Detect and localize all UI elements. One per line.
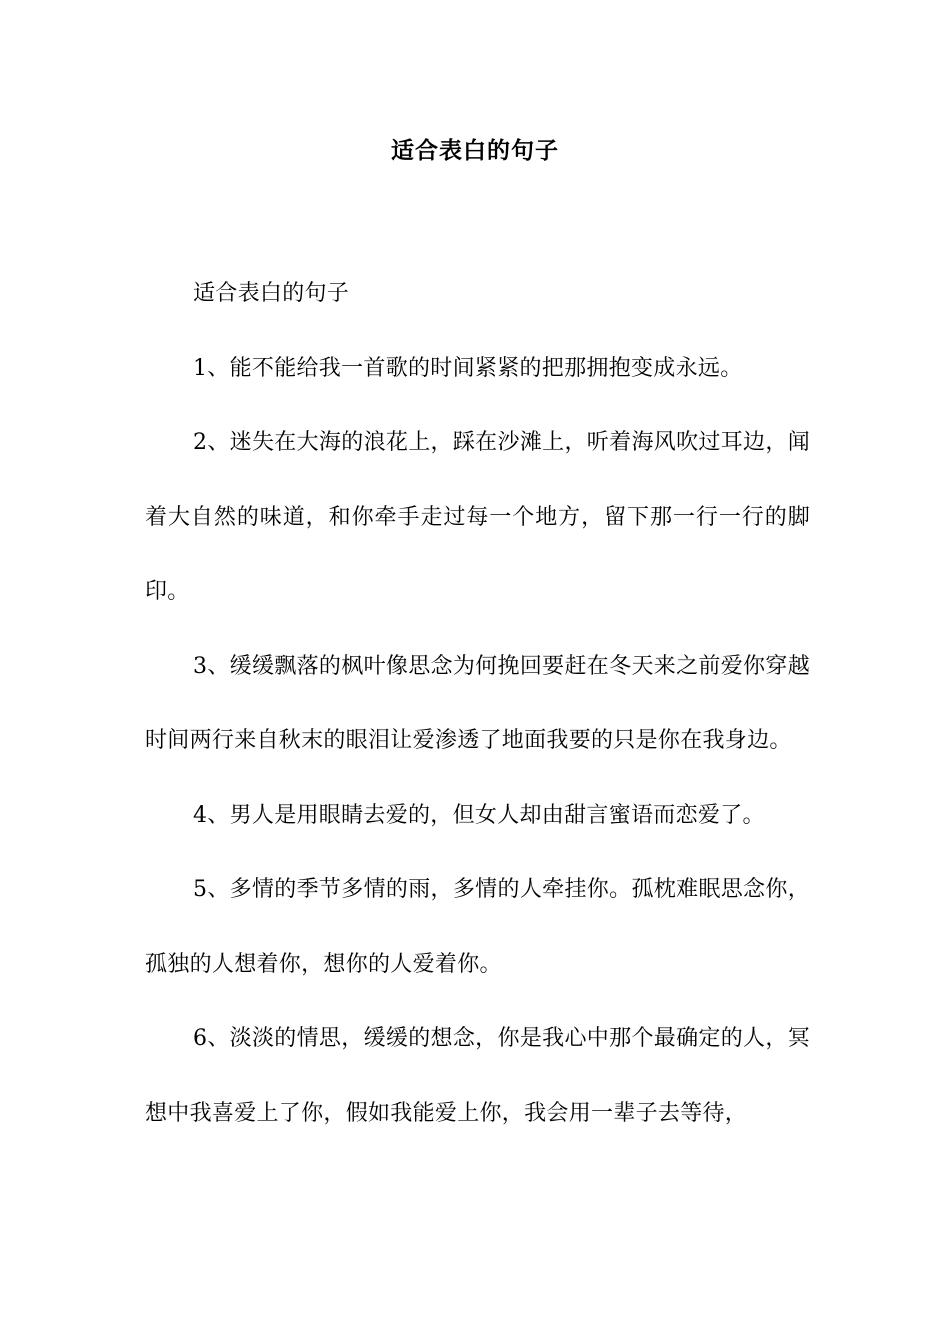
paragraph-item-5: 5、多情的季节多情的雨，多情的人牵挂你。孤枕难眠思念你，孤独的人想着你，想你的人爱着你。 (145, 877, 810, 977)
paragraph-heading: 适合表白的句子 (193, 281, 350, 306)
paragraph-item-4: 4、男人是用眼睛去爱的，但女人却由甜言蜜语而恋爱了。 (193, 802, 765, 828)
document-title: 适合表白的句子 (391, 137, 559, 164)
paragraph-item-1: 1、能不能给我一首歌的时间紧紧的把那拥抱变成永远。 (193, 355, 743, 381)
document-body (145, 257, 810, 1151)
paragraph-item-6: 6、淡淡的情思，缓缓的想念，你是我心中那个最确定的人，冥想中我喜爱上了你，假如我能爱上你，我会用一辈子去等待， (145, 1026, 810, 1126)
paragraph-item-3: 3、缓缓飘落的枫叶像思念为何挽回要赶在冬天来之前爱你穿越时间两行来自秋末的眼泪让爱渗透了地面我要的只是你在我身边。 (145, 653, 810, 753)
paragraph-item-2: 2、迷失在大海的浪花上，踩在沙滩上，听着海风吹过耳边，闻着大自然的味道，和你牵手走过每一个地方，留下那一行一行的脚印。 (145, 430, 810, 604)
